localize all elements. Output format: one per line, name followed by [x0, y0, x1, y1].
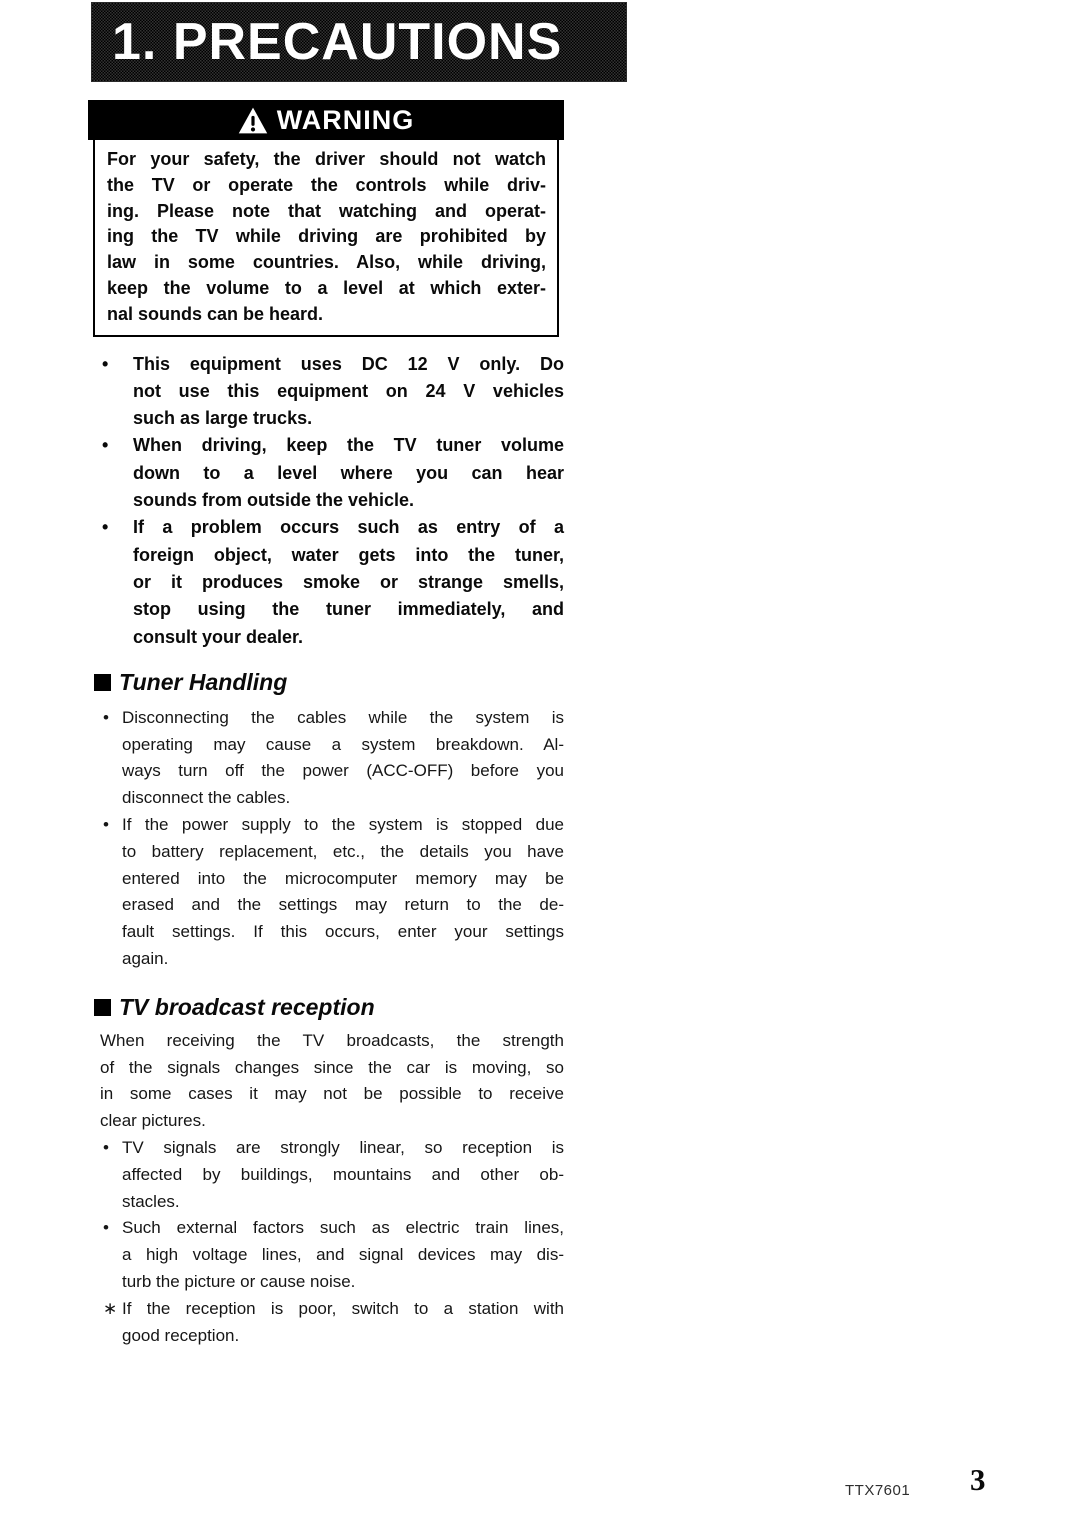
tv-intro-paragraph — [100, 1028, 564, 1135]
list-item-text — [122, 1135, 564, 1215]
text-line: nal sounds can be heard. — [107, 303, 324, 324]
text-line: clear pictures. — [100, 1111, 206, 1131]
list-item — [102, 432, 564, 514]
text-line: the TV or operate the controls while driv- — [107, 174, 546, 195]
text-line: If a problem occurs such as entry of a — [133, 517, 564, 538]
bullet-marker: • — [103, 707, 109, 727]
list-item-text — [122, 1296, 564, 1350]
text-line: TV signals are strongly linear, so reception is — [122, 1138, 564, 1157]
list-item — [102, 351, 564, 433]
text-line: If the power supply to the system is stopped due — [122, 815, 564, 835]
text-line: a high voltage lines, and signal devices may dis- — [122, 1245, 564, 1265]
text-line: such as large trucks. — [133, 408, 313, 429]
safety-notes-list — [88, 351, 564, 651]
text-line: foreign object, water gets into the tuner, — [133, 544, 564, 565]
text-line: disconnect the cables. — [122, 788, 291, 808]
text-line: Disconnecting the cables while the system is — [122, 707, 564, 727]
bullet-marker: • — [103, 815, 109, 835]
list-item-text — [122, 705, 564, 812]
text-line: of the signals changes since the car is moving, so — [100, 1057, 564, 1077]
asterisk-marker: ∗ — [103, 1298, 118, 1318]
list-item — [102, 514, 564, 650]
text-line: sounds from outside the vehicle. — [133, 490, 415, 511]
list-item — [103, 1215, 564, 1295]
bullet-marker: • — [103, 1218, 109, 1238]
bullet-marker: • — [103, 1138, 109, 1157]
text-line: or it produces smoke or strange smells, — [133, 571, 564, 592]
content-column — [88, 100, 564, 1349]
section-heading-tv-broadcast — [94, 992, 564, 1022]
list-item-text — [133, 432, 564, 514]
text-line: For your safety, the driver should not watch — [107, 149, 546, 169]
list-item-text — [122, 812, 564, 973]
text-line: keep the volume to a level at which exter- — [107, 277, 546, 298]
section-heading-label: Tuner Handling — [119, 668, 288, 695]
text-line: If the reception is poor, switch to a station with — [122, 1298, 564, 1318]
text-line: in some cases it may not be possible to receive — [100, 1084, 564, 1104]
text-line: stop using the tuner immediately, and — [133, 599, 564, 620]
text-line: down to a level where you can hear — [133, 462, 564, 483]
section-heading-label: TV broadcast reception — [119, 993, 375, 1020]
list-item — [103, 1296, 564, 1350]
bullet-marker: • — [102, 353, 109, 374]
text-line: When driving, keep the TV tuner volume — [133, 435, 564, 456]
bullet-marker: • — [102, 435, 109, 456]
list-item — [103, 812, 564, 973]
black-square-icon — [94, 674, 111, 691]
page-number: 3 — [970, 1462, 986, 1497]
text-line: entered into the microcomputer memory may be — [122, 868, 564, 888]
model-code: TTX7601 — [845, 1482, 911, 1499]
warning-title: WARNING — [276, 104, 415, 135]
text-line: When receiving the TV broadcasts, the strength — [100, 1030, 564, 1050]
tuner-handling-list — [88, 705, 564, 973]
list-item-text — [133, 514, 564, 650]
text-line: consult your dealer. — [133, 626, 304, 647]
list-item-text — [133, 351, 564, 433]
text-line: affected by buildings, mountains and other ob- — [122, 1164, 564, 1184]
warning-text-box — [93, 140, 559, 337]
text-line: This equipment uses DC 12 V only. Do — [133, 353, 564, 374]
text-line: turb the picture or cause noise. — [122, 1271, 356, 1291]
text-line: operating may cause a system breakdown. Al- — [122, 734, 564, 754]
list-item — [103, 705, 564, 812]
text-line: to battery replacement, etc., the details you have — [122, 841, 564, 861]
page-title: 1. PRECAUTIONS — [112, 13, 563, 71]
warning-panel — [88, 100, 564, 337]
warning-triangle-icon — [238, 107, 268, 134]
text-line: ing. Please note that watching and operat- — [107, 200, 546, 221]
section-heading-tuner-handling — [94, 667, 564, 697]
text-line: good reception. — [122, 1325, 240, 1345]
tv-reception-list — [88, 1135, 564, 1349]
text-line: erased and the settings may return to the de- — [122, 895, 564, 915]
black-square-icon — [94, 999, 111, 1016]
text-line: Such external factors such as electric train lines, — [122, 1218, 564, 1238]
text-line: not use this equipment on 24 V vehicles — [133, 380, 564, 401]
text-line: law in some countries. Also, while driving, — [107, 252, 546, 273]
bullet-marker: • — [102, 517, 109, 538]
text-line: ways turn off the power (ACC-OFF) before you — [122, 761, 564, 781]
list-item — [103, 1135, 564, 1215]
list-item-text — [122, 1215, 564, 1295]
text-line: stacles. — [122, 1191, 180, 1211]
text-line: ing the TV while driving are prohibited by — [107, 226, 546, 247]
warning-header — [88, 100, 564, 140]
text-line: fault settings. If this occurs, enter your settings — [122, 922, 564, 942]
text-line: again. — [122, 949, 169, 969]
section-title-banner — [92, 3, 626, 81]
